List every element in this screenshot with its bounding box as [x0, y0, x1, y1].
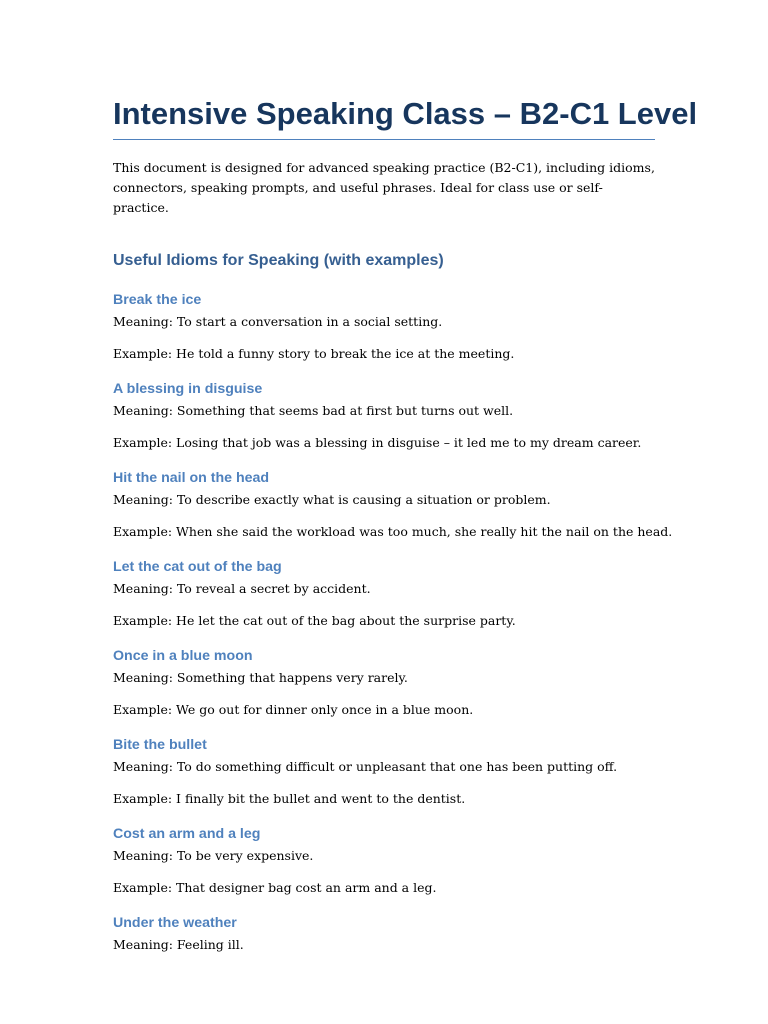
idiom-item	[113, 380, 655, 451]
idiom-meaning: Meaning: To describe exactly what is causing a situation or problem.	[113, 492, 551, 507]
idiom-example: Example: He told a funny story to break the ice at the meeting.	[113, 346, 515, 361]
idiom-title: Break the ice	[113, 292, 202, 308]
idiom-item	[113, 291, 655, 362]
idiom-title: Hit the nail on the head	[113, 470, 270, 486]
idiom-example: Example: That designer bag cost an arm and a leg.	[113, 880, 437, 895]
idiom-item	[113, 736, 655, 807]
section-heading: Useful Idioms for Speaking (with examples)	[113, 252, 444, 269]
intro-paragraph: This document is designed for advanced speaking practice (B2-C1), including idioms, connectors, speaking prompts, and useful phrases. Ideal for class use or self-practice.	[113, 160, 655, 215]
idiom-title: Cost an arm and a leg	[113, 826, 261, 842]
idiom-example: Example: He let the cat out of the bag about the surprise party.	[113, 613, 516, 628]
idiom-meaning: Meaning: To reveal a secret by accident.	[113, 581, 371, 596]
idiom-example: Example: Losing that job was a blessing in disguise – it led me to my dream career.	[113, 435, 642, 450]
idiom-item	[113, 914, 655, 953]
idiom-item	[113, 469, 673, 540]
idiom-meaning: Meaning: Something that seems bad at first but turns out well.	[113, 403, 514, 418]
idiom-item	[113, 647, 655, 718]
idiom-list	[113, 291, 673, 953]
idiom-item	[113, 825, 655, 896]
idiom-title: A blessing in disguise	[113, 381, 263, 397]
idiom-example: Example: When she said the workload was too much, she really hit the nail on the head.	[113, 524, 673, 539]
idiom-title: Let the cat out of the bag	[113, 559, 282, 575]
document-title: Intensive Speaking Class – B2-C1 Level	[113, 95, 655, 140]
idiom-example: Example: We go out for dinner only once in a blue moon.	[113, 702, 474, 717]
idiom-item	[113, 558, 655, 629]
idiom-title: Once in a blue moon	[113, 648, 253, 664]
idiom-meaning: Meaning: To be very expensive.	[113, 848, 314, 863]
idiom-title: Under the weather	[113, 915, 237, 931]
idiom-meaning: Meaning: Feeling ill.	[113, 937, 244, 952]
idiom-meaning: Meaning: To start a conversation in a social setting.	[113, 314, 443, 329]
idiom-example: Example: I finally bit the bullet and went to the dentist.	[113, 791, 466, 806]
document-page	[113, 95, 698, 953]
idiom-meaning: Meaning: Something that happens very rarely.	[113, 670, 408, 685]
idiom-meaning: Meaning: To do something difficult or unpleasant that one has been putting off.	[113, 759, 618, 774]
idiom-title: Bite the bullet	[113, 737, 207, 753]
